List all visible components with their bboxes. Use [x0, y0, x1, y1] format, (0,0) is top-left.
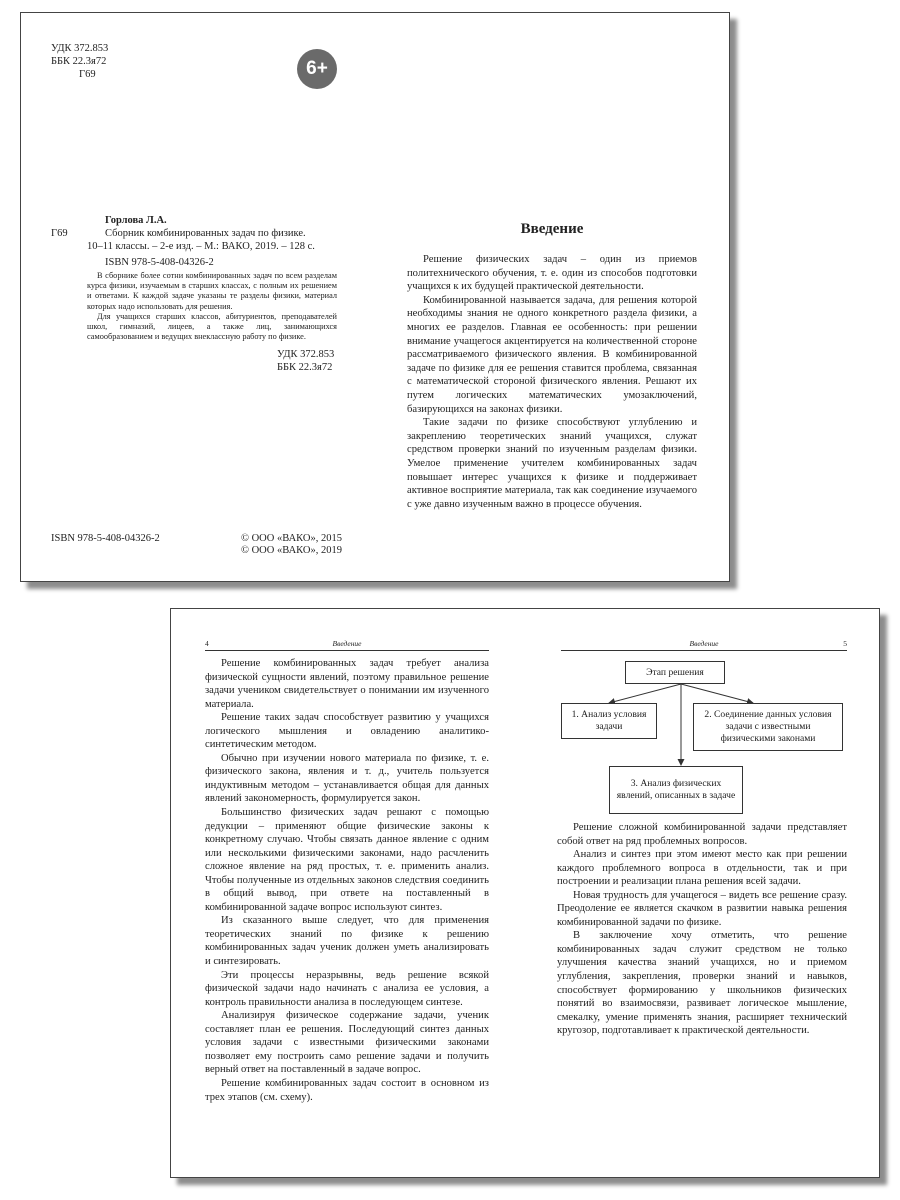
page5-paragraph: Анализ и синтез при этом имеют место как при решении каждого проблемного вопроса в отдельности, так и при построении и реализации плана решения всей задачи. — [557, 849, 847, 888]
intro-heading: Введение — [520, 221, 584, 237]
page4-running-header — [205, 639, 489, 651]
book-title: Сборник комбинированных задач по физике. — [105, 228, 306, 239]
page4-paragraph: Решение таких задач способствует развитию у учащихся логического мышления и овладению аналитико-синтетическим методом. — [205, 712, 489, 751]
page5-running-header — [561, 639, 847, 651]
scheme-box-phenomena: 3. Анализ физических явлений, описанных в задаче — [609, 766, 743, 814]
page4-paragraph: Анализируя физическое содержание задачи, ученик составляет план ее решения. Последующий синтез данных условия задачи с известными физическими законами позволяет ему построить само решение задачи и получить верный ответ на поставленный в задаче вопрос. — [205, 1010, 489, 1076]
scheme-box-connection: 2. Соединение данных условия задачи с известными физическими законами — [693, 703, 843, 751]
intro-text — [407, 253, 697, 511]
book-spread-top — [20, 12, 730, 582]
page4-paragraph: Из сказанного выше следует, что для применения теоретических знаний по физике к решению комбинированных задач ученик должен уметь анализировать и синтезировать. — [205, 915, 489, 968]
copyright-2019: © ООО «ВАКО», 2019 — [241, 545, 342, 556]
page-number: 5 — [843, 639, 847, 648]
annotation-paragraph: Для учащихся старших классов, абитуриентов, преподавателей школ, гимназий, лицеев, а также лиц, занимающихся самообразованием и ведущих внеклассную работу по физике. — [87, 311, 337, 342]
solution-scheme — [557, 657, 847, 817]
intro-paragraph: Такие задачи по физике способствуют углублению и закреплению теоретических знаний учащихся, служат средством проверки знаний по изученным разделам физики. Умелое применение учителем комбинированных задач повышает интерес учащихся к физике и поддерживает активное восприятие материала, так как соединение изучаемого с уже давно изученным важно в процессе обучения. — [407, 417, 697, 510]
page4-paragraph: Обычно при изучении нового материала по физике, т. е. физического закона, явления и т. д., учитель пользуется индуктивным методом – устанавливается общая для данных явлений закономерность, формулируется закон. — [205, 752, 489, 805]
scheme-box-stage: Этап решения — [625, 661, 725, 684]
udk-code-bottom: УДК 372.853 — [277, 349, 335, 360]
page5-paragraph: Новая трудность для учащегося – видеть все решение сразу. Преодоление ее является скачком в развитии навыка решения комбинированной задачи по физике. — [557, 889, 847, 928]
scheme-box-analysis: 1. Анализ условия задачи — [561, 703, 657, 739]
running-title: Введение — [332, 639, 362, 648]
age-rating-badge: 6+ — [297, 49, 337, 89]
page4-paragraph: Решение комбинированных задач требует анализа физической сущности явлений, поэтому правильное решение задачи учеником свидетельствует о понимании им изученного материала. — [205, 658, 489, 710]
intro-paragraph: Решение физических задач – один из приемов политехнического обучения, т. е. один из способов подготовки учащихся к их будущей практической деятельности. — [407, 254, 697, 293]
page5-text — [557, 821, 847, 1038]
annotation-paragraph: В сборнике более сотни комбинированных задач по всем разделам курса физики, изучаемым в старших классах, с полным их решением и ответами. К каждой задаче указаны те разделы физики, материал которых надо использовать для решения. — [87, 271, 337, 311]
author-mark-left: Г69 — [51, 228, 68, 239]
book-edition: 10–11 классы. – 2-е изд. – М.: ВАКО, 2019. – 128 с. — [87, 241, 315, 252]
isbn-line: ISBN 978-5-408-04326-2 — [105, 257, 214, 268]
page4-paragraph: Большинство физических задач решают с помощью дедукции – применяют общие физические законы к конкретному случаю. Чтобы связать данное явление с одним или несколькими физическими законами, надо расчленить сложное явление на ряд простых, т. е. применить анализ. Чтобы полученные из отдельных законов следствия соединить в общий вывод, при ответе на поставленный в комбинированной задаче вопрос используют синтез. — [205, 807, 489, 913]
annotation — [87, 271, 337, 342]
page4-paragraph: Решение комбинированных задач состоит в основном из трех этапов (см. схему). — [205, 1077, 489, 1103]
bbk-code: ББК 22.3я72 — [51, 56, 107, 67]
author-mark: Г69 — [79, 69, 96, 80]
author-name: Горлова Л.А. — [105, 215, 167, 226]
udk-code: УДК 372.853 — [51, 43, 109, 54]
page-number: 4 — [205, 639, 209, 648]
copyright-2015: © ООО «ВАКО», 2015 — [241, 533, 342, 544]
arrow-to-connection — [681, 684, 753, 703]
arrow-to-analysis — [609, 684, 681, 703]
page4-paragraph: Эти процессы неразрывны, ведь решение всякой физической задачи надо начинать с анализа ее условия, а контроль правильности анализа в последующем синтезе. — [205, 969, 489, 1008]
isbn-bottom: ISBN 978-5-408-04326-2 — [51, 533, 160, 544]
running-title: Введение — [689, 639, 719, 648]
page5-paragraph: В заключение хочу отметить, что решение комбинированных задач служит средством не только улучшения качества знаний учащихся, но и приемом углубления, закрепления, проверки знаний и навыков, способствует формированию у школьников физических понятий во взаимосвязи, развивает логическое мышление, смекалку, умение применять знания, расширяет технический кругозор, подготавливает к практической деятельности. — [557, 930, 847, 1037]
page4-text — [205, 657, 489, 1104]
intro-paragraph: Комбинированной называется задача, для решения которой необходимы знания не одного конкретного раздела физики, а многих ее разделов. Главная ее особенность: при решении внимание учащегося акцентируется на количественной стороне рассматриваемого физического явления. В комбинированной задаче по физике для ее решения ставится проблема, связанная с математической стороной физического явления. Решают их путем логических математических умозаключений, базирующихся на законах физики. — [407, 294, 697, 415]
page5-paragraph: Решение сложной комбинированной задачи представляет собой ответ на ряд проблемных вопросов. — [557, 822, 847, 847]
book-spread-bottom — [170, 608, 880, 1178]
bbk-code-bottom: ББК 22.3я72 — [277, 362, 333, 373]
